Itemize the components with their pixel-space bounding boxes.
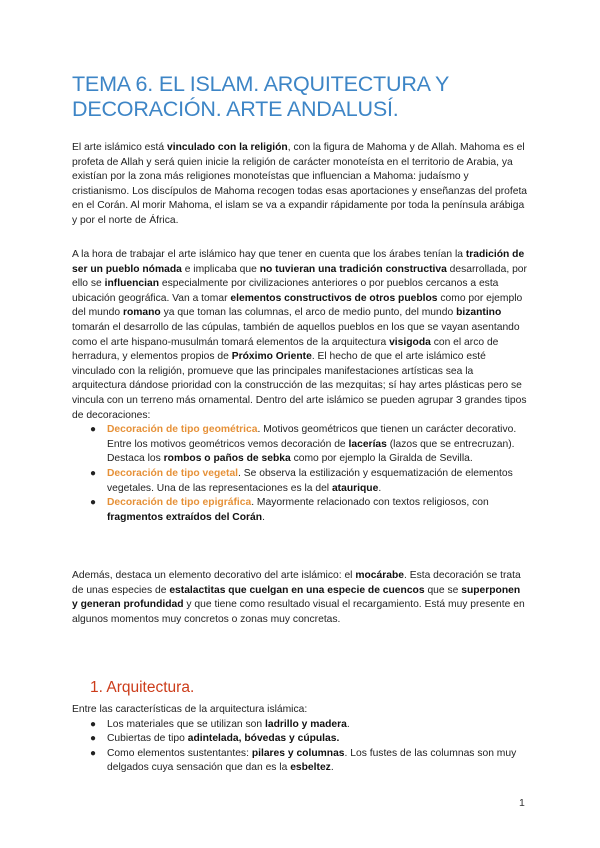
context-paragraph — [72, 248, 528, 525]
list-item: ● Decoración de tipo vegetal. Se observa la estilización y esquematización de elementos vegetales. Una de las representaciones es la del ataurique. — [90, 467, 513, 494]
bullet-icon: ● — [90, 718, 97, 730]
architecture-section — [72, 703, 528, 776]
decoration-list — [72, 423, 528, 525]
bold-term: bizantino — [456, 307, 502, 319]
highlighted-term: Decoración de tipo epigráfica — [107, 497, 252, 509]
bullet-icon: ● — [90, 424, 97, 436]
architecture-intro: Entre las características de la arquitectura islámica: — [72, 704, 308, 715]
bold-term: no tuvieran una tradición constructiva — [259, 263, 447, 275]
bold-term: romano — [122, 307, 161, 319]
bullet-icon: ● — [90, 467, 97, 479]
page-number: 1 — [519, 797, 525, 809]
highlighted-term: Decoración de tipo geométrica — [107, 424, 258, 436]
bold-term: influencian — [104, 278, 159, 290]
bold-term: lacerías — [348, 438, 387, 450]
context-text: A la hora de trabajar el arte islámico hay que tener en cuenta que los árabes tenían la tradición de ser un pueblo nómada e implicaba que no tuvieran una tradición constructiva desarrollada, por ello se influencian especialmente por civilizaciones anteriores o por pueblos cercanos a esta ubicación geográfica. Van a tomar elementos constructivos de otros pueblos como por ejemplo del mundo romano ya que toman las columnas, el arco de medio punto, del mundo bizantino tomarán el desarrollo de las cúpulas, también de aquellos pueblos en los que se vayan asentando como el arte hispano-musulmán tomará elementos de la arquitectura visigoda con el arco de herradura, y elementos propios de Próximo Oriente. El hecho de que el arte islámico esté vinculado con la religión, promueve que las principales manifestaciones artísticas sea la arquitectura dándose prioridad con la construcción de las mezquitas; sí hay artes plásticas pero se vincula con un terreno más ornamental. Dentro del arte islámico se pueden agrupar 3 grandes tipos de decoraciones: — [72, 249, 527, 421]
bold-term: estalactitas que cuelgan en una especie de cuencos — [169, 584, 425, 596]
bold-term: pilares y columnas — [251, 747, 345, 759]
bullet-icon: ● — [90, 747, 97, 759]
bullet-icon: ● — [90, 497, 97, 509]
architecture-list — [72, 718, 528, 776]
bold-term: rombos o paños de sebka — [163, 453, 291, 465]
list-item: ● Decoración de tipo epigráfica. Mayormente relacionado con textos religiosos, con fragmentos extraídos del Corán. — [90, 497, 489, 523]
list-item: ● Decoración de tipo geométrica. Motivos geométricos que tienen un carácter decorativo. Entre los motivos geométricos vemos decoración de lacerías (lazos que se entrecruzan). Destaca los rombos o paños de sebka como por ejemplo la Giralda de Sevilla. — [90, 424, 517, 465]
bold-term: esbeltez — [290, 762, 331, 774]
bold-term: Próximo Oriente — [231, 351, 312, 363]
bold-term: fragmentos extraídos del Corán — [107, 511, 263, 523]
bold-term: elementos constructivos de otros pueblos — [230, 292, 438, 304]
bold-term: visigoda — [389, 336, 431, 348]
intro-paragraph: El arte islámico está vinculado con la religión, con la figura de Mahoma y de Allah. Mahoma es el profeta de Allah y será quien inicie la religión de carácter monoteísta en el territorio de Arabia, ya existían por la zona más religiones monoteístas que influencian a Mahoma: judaísmo y cristianismo. Los discípulos de Mahoma recogen todas esas aportaciones y enseñanzas del profeta en el Corán. Al morir Mahoma, el islam se va a expandir rápidamente por toda la península arábiga y por el norte de África. — [72, 142, 528, 226]
bold-term: mocárabe — [355, 570, 404, 581]
bold-term: vinculado con la religión — [167, 142, 288, 153]
bold-term: tradición de ser un pueblo nómada — [72, 249, 525, 275]
mocarabe-paragraph: Además, destaca un elemento decorativo del arte islámico: el mocárabe. Esta decoración se trata de unas especies de estalactitas que cuelgan en una especie de cuencos que se superponen y generan profundidad y que tiene como resultado visual el recargamiento. Está muy presente en algunos momentos muy concretos o zonas muy concretas. — [72, 570, 525, 625]
list-item: ● Cubiertas de tipo adintelada, bóvedas y cúpulas. — [72, 732, 528, 747]
bold-term: ladrillo y madera — [264, 718, 347, 730]
bullet-icon: ● — [90, 733, 97, 745]
list-item: ● Los materiales que se utilizan son ladrillo y madera. — [72, 718, 528, 733]
page-title: TEMA 6. EL ISLAM. ARQUITECTURA Y DECORACIÓN. ARTE ANDALUSÍ. — [72, 72, 449, 121]
list-item: ● Como elementos sustentantes: pilares y columnas. Los fustes de las columnas son muy delgados cuya sensación que dan es la esbeltez. — [90, 747, 517, 774]
bold-term: adintelada, bóvedas y cúpulas. — [187, 733, 340, 745]
highlighted-term: Decoración de tipo vegetal — [107, 467, 239, 479]
bold-term: ataurique — [331, 482, 379, 494]
bold-term: superponen y generan profundidad — [72, 584, 521, 611]
section-heading: 1. Arquitectura. — [90, 679, 195, 696]
